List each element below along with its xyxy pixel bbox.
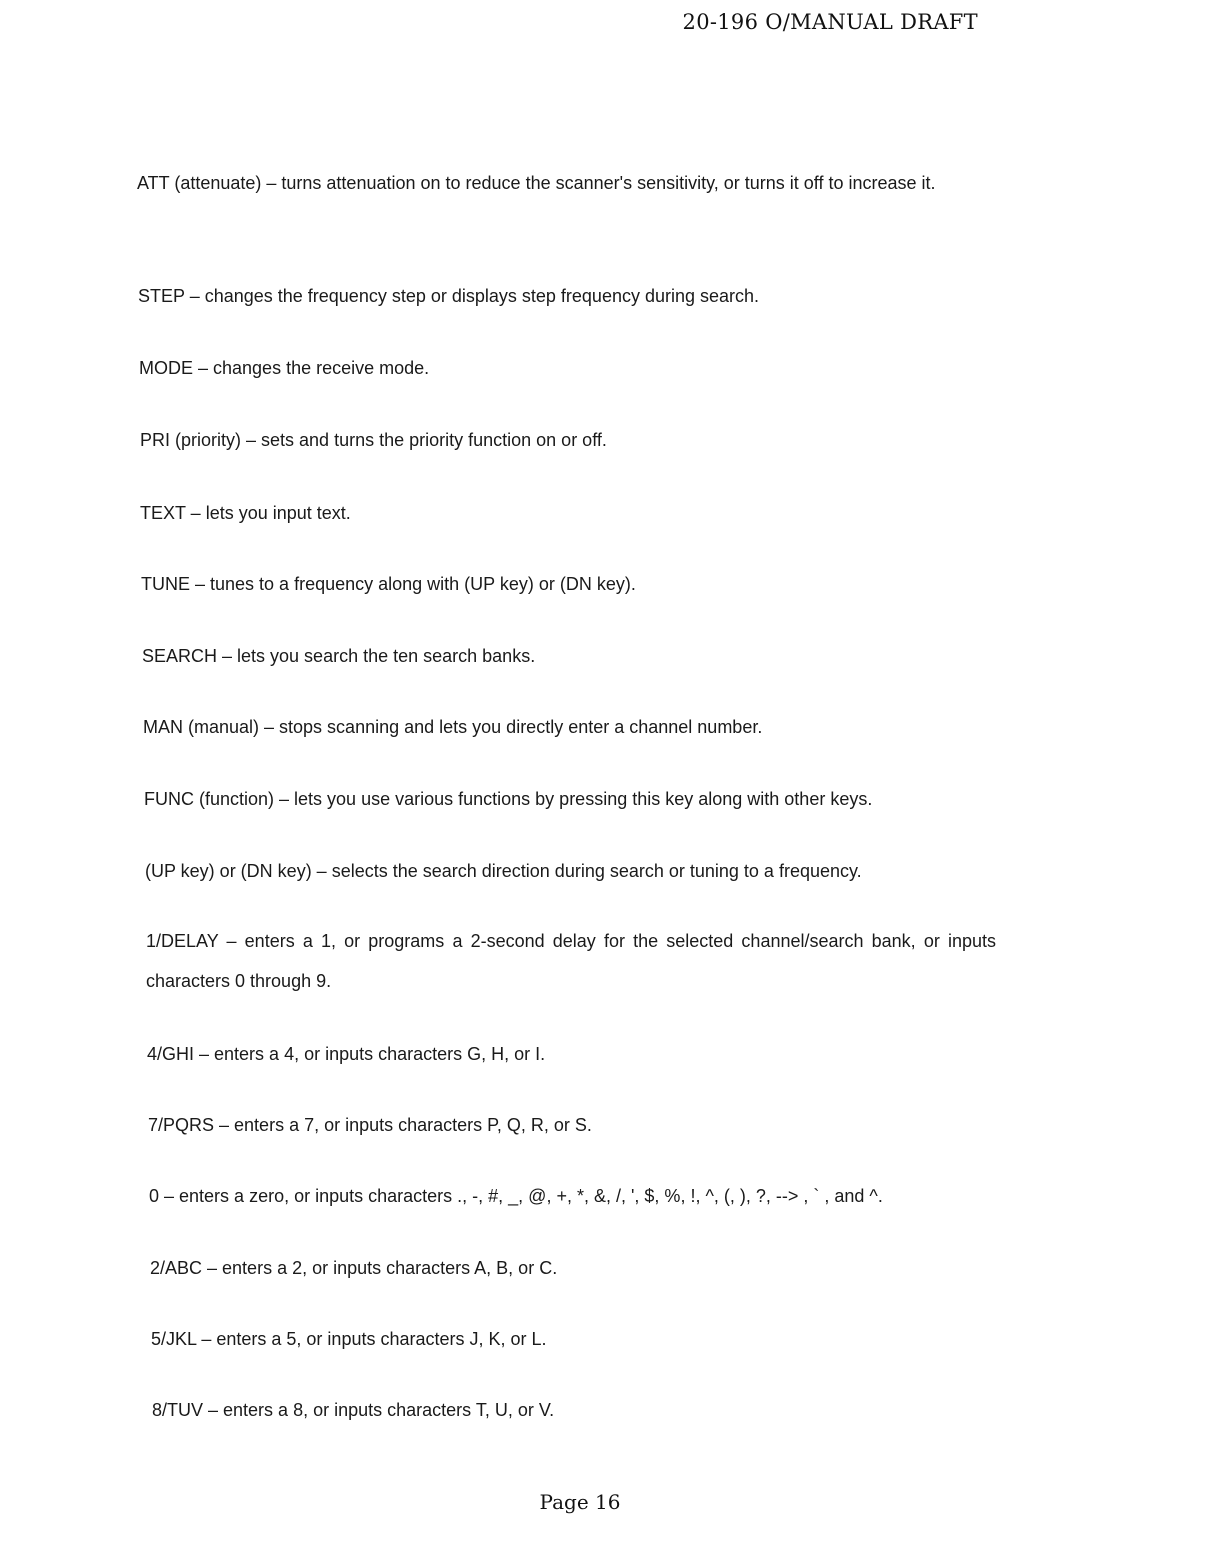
entry-func: FUNC (function) – lets you use various functions by pressing this key along with other keys. (144, 789, 873, 809)
entry-text: TEXT – lets you input text. (140, 503, 351, 523)
entry-step: STEP – changes the frequency step or displays step frequency during search. (138, 286, 760, 306)
entry-up-dn: (UP key) or (DN key) – selects the search direction during search or tuning to a frequency. (145, 861, 862, 881)
entry-2-abc: 2/ABC – enters a 2, or inputs characters A, B, or C. (150, 1258, 558, 1278)
entry-5-jkl: 5/JKL – enters a 5, or inputs characters J, K, or L. (151, 1329, 547, 1349)
entry-pri: PRI (priority) – sets and turns the priority function on or off. (140, 430, 607, 450)
entry-mode: MODE – changes the receive mode. (139, 358, 430, 378)
entry-1-delay: 1/DELAY – enters a 1, or programs a 2-second delay for the selected channel/search bank, or inputs characters 0 through 9. (146, 931, 996, 991)
entry-4-ghi: 4/GHI – enters a 4, or inputs characters G, H, or I. (147, 1044, 546, 1064)
entry-0: 0 – enters a zero, or inputs characters ., -, #, _, @, +, *, &, /, ', $, %, !, ^, (, ), ?, --> , ` , and ^. (149, 1186, 883, 1206)
entry-tune: TUNE – tunes to a frequency along with (UP key) or (DN key). (141, 574, 636, 594)
page-header: 20-196 O/MANUAL DRAFT (682, 10, 978, 34)
entry-att: ATT (attenuate) – turns attenuation on to reduce the scanner's sensitivity, or turns it off to increase it. (137, 173, 936, 193)
entry-7-pqrs: 7/PQRS – enters a 7, or inputs characters P, Q, R, or S. (148, 1115, 592, 1135)
page-number: Page 16 (539, 1490, 621, 1514)
entry-search: SEARCH – lets you search the ten search banks. (142, 646, 536, 666)
entry-8-tuv: 8/TUV – enters a 8, or inputs characters T, U, or V. (152, 1400, 555, 1420)
entry-man: MAN (manual) – stops scanning and lets you directly enter a channel number. (143, 717, 763, 737)
